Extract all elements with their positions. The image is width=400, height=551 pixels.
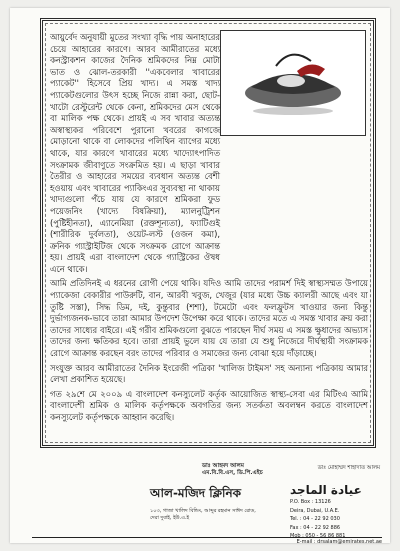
clinic-bengali-block [150, 485, 260, 521]
article-paragraph: আয়ুর্বেদ অনুযায়ী মুতের সংখ্যা বৃদ্ধি পায় অনাহারের চেয়ে আহারের কারণে। আরব আমীরাতের মধ্যে কনস্ট্রাকশন কাজের দৈনিক শ্রমিকদের নিম্ন মোটা ভাত ও ঝোল-তরকারী ''একবেলার খাবারের প্যাকেট'' হিসেবে প্রিয় খাদ্য। এ সমস্ত খাদ্য প্যাকেটগুলোর উৎস হচ্ছে নিজে রান্না করা, ছোট-খাটো রেস্টুরেন্ট থেকে কেনা, শ্রমিকদের মেস থেকে বা মালিক পক্ষ থেকে। প্রায়ই এ সব খাবার অত্যন্ত অস্বাস্থ্যকর পরিবেশে পুরানো খবরের কাগজে মোড়ানো থাকে বা লোকদের পলিথিন ব্যাগের মধ্যে থাকে, যার কারণে খাবারের মধ্যে খাদ্যোৎপাদিত সংক্রামক জীবাণুতে সংক্রমিত হয়। এ ছাড়া খাবার তৈরীর ও আহারের সময়ের ব্যবধান অত্যন্ত বেশী হওয়ায় এবং খাবারের প্যাকিংএর সুব্যবস্থা না থাকায় খাদ্যগুলো পঁচে যায় যে কারণে শ্রমিকরা ফুড পয়েজনিং (খাদ্যে বিষক্রিয়া), ম্যালনুট্রিশন (পুষ্টিহীনতা), এ্যানেমিয়া (রক্তশূন্যতা), ফ্যাটিগুই (শারীরিক দুর্বলতা), ওয়েট-লস্ট (ওজন কমা), ক্রনিক গ্যাস্ট্রাইটিজ থেকে সংক্রমক রোগে আক্রান্ত হয়। প্রায়ই এরা বাংলাদেশ থেকে গ্যাস্ট্রিকের ঔষধ এনে থাকে। [50, 32, 220, 274]
contact-tel: Tel. : 04 - 22 92 030 [290, 516, 340, 523]
email-line: E-mail : drsalam@emirates.net.ae [32, 537, 382, 547]
clinic-arabic-block [290, 483, 382, 540]
doctor-stamp [202, 463, 264, 477]
article-paragraph: গত ২৯শে মে ২০০৯ এ বাংলাদেশ কনস্যুলেট কর্তৃক আয়োজিত স্বাস্থ্য-সেবা এর মিটিংএ আমি বাংলাদেশী শ্রমিক ও মালিক কর্তৃপক্ষকে অবগতির জন্য সতর্কতা অবলম্বন করতে বাংলাদেশ কনস্যুলেট কর্তৃপক্ষকে আহ্বান করেছি। [50, 388, 368, 422]
clinic-name-arabic: عيادة الماجد [290, 483, 362, 497]
doctor-degree: এম.বি.বি.এস, ডি.পি.এইচ [202, 470, 263, 476]
signature: ডাঃ মোহাম্মদ শাহাদাত আলম [317, 465, 380, 471]
clinic-name-bengali: আল-মজিদ ক্লিনিক [150, 486, 242, 500]
article-body [50, 32, 368, 427]
contact-po-box: P.O. Box : 13126 [290, 499, 331, 505]
article-paragraph: সংযুক্ত আরব আমীরাতের দৈনিক ইংরেজী পত্রিকা 'খালিজ টাইমস' সহ অন্যান্য পত্রিকায় আমার লেখা প্রকাশিত হয়েছে। [50, 362, 368, 385]
clinic-footer [32, 463, 382, 545]
contact-city: Deira, Dubai, U.A.E. [290, 507, 340, 514]
clinic-address-bengali: ১০৩, গাজা খালিদ বিন্ডিং, আব্দুর রহমান সাঈদ রোড, দেরা দুবাই, ইউ.এ.ই [150, 508, 256, 521]
doctor-name: ডাঃ আহমদ আলম [202, 463, 244, 469]
contact-fax: Fax : 04 - 22 92 886 [290, 524, 341, 531]
article-paragraph: আমি প্রতিদিনই এ ধরনের রোগী পেয়ে থাকি। যদিও আমি তাদের পরামর্শ দিই স্বাস্থ্যসম্মত উপায়ে প্যাকেজা বেকারীর পাউরুটি, বান, আরবী খবুজ, খেজুর (যার মধ্যে উচ্চ ক্যালরী আছে এবং যা তুষ্টি সস্তা), সিদ্ধ ডিম, দই, কুন্তুবার (শশা), টমেটো এবং ফলফ্রুটস খাওয়ার জন্য কিন্তু দুর্ভাগ্যজনক-ভাবে তারা আমার উপদেশ উপেক্ষা করে থাকে। তাদের মতে এ সমস্ত খাবার ক্রয় করা তাদের সাধ্যের বাইরে। এই গরীব শ্রমিকগুলো বুঝতে পারছেন দীর্ঘ সময় এ সমস্ত ক্ষুধাদের অভ্যাস তাদের জন্য ক্ষতিকর হবে। তারা প্রায়ই ভুলে যায় যে তারা যে শুধু নিজেরে দীর্ঘস্থায়ী সংক্রামক রোগে আক্রান্ত করছেন বরং তাদের পরিবার ও সমাজের জন্য বোঝা হয়ে দাঁড়াচ্ছে। [50, 278, 368, 359]
letter-sheet [10, 8, 390, 543]
contact-mobile: Mob : 050 - 56 86 881 [290, 533, 346, 540]
